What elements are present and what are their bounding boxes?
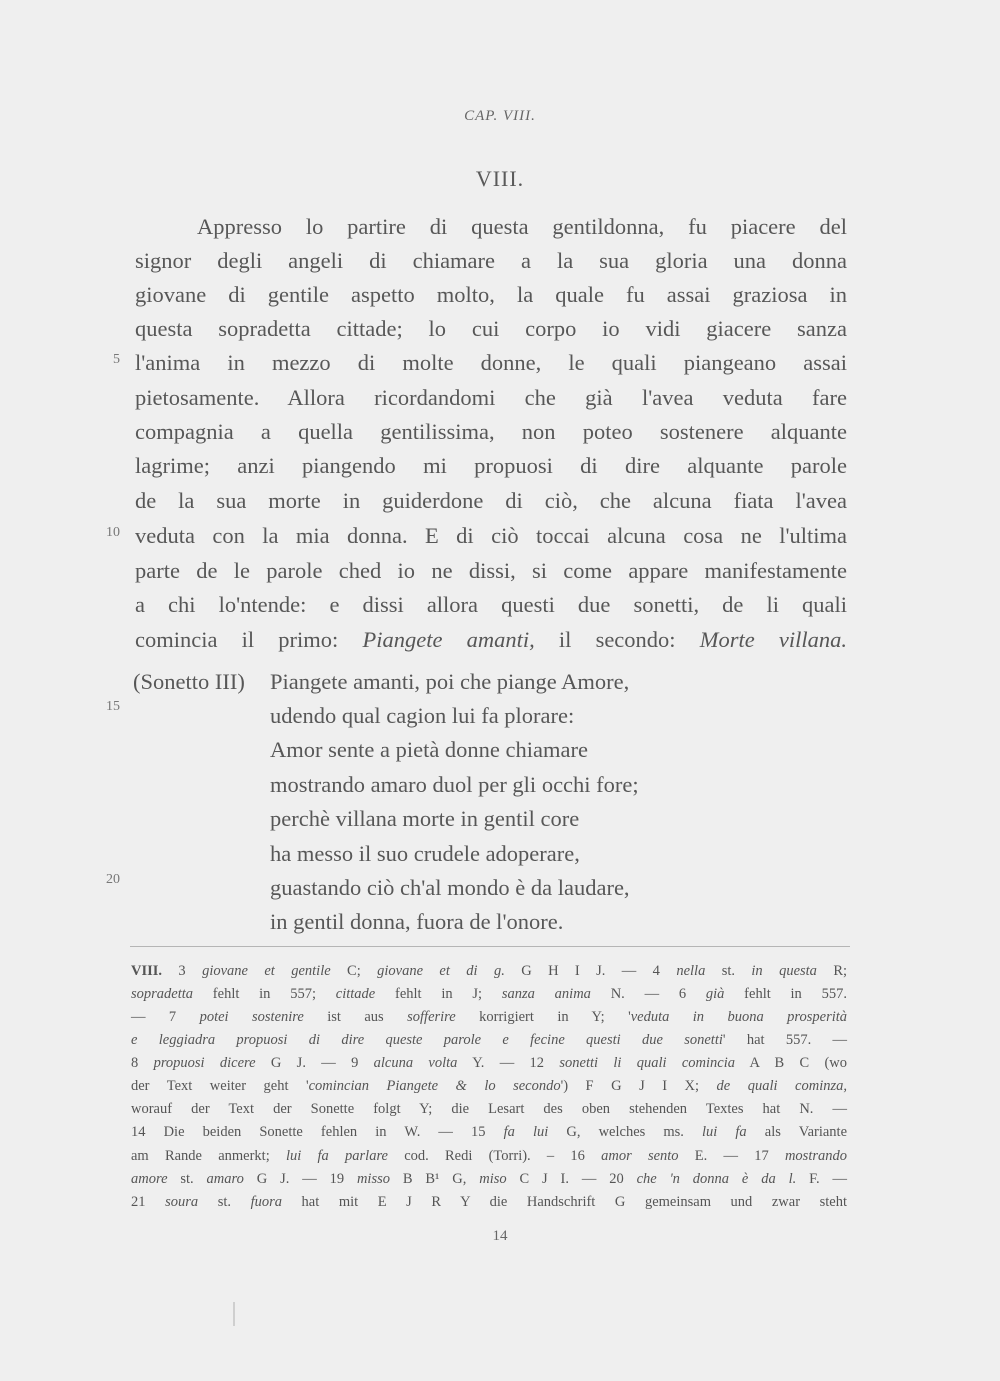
prose-line: Appresso lo partire di questa gentildonna, fu piacere del [197, 214, 847, 239]
running-head: CAP. VIII. [464, 108, 536, 124]
prose-line: l'anima in mezzo di molte donne, le quali piangeano assai [135, 350, 847, 375]
verse-line: Amor sente a pietà donne chiamare [270, 737, 588, 762]
footnote-line: e leggiadra propuosi di dire queste parole e fecine questi due sonetti' hat 557. — [131, 1032, 848, 1048]
footnote-line: amore st. amaro G J. — 19 misso B B¹ G, miso C J I. — 20 che 'n donna è da l. F. — [131, 1171, 847, 1187]
verse-line: guastando ciò ch'al mondo è da laudare, [270, 875, 630, 900]
prose-line: de la sua morte in guiderdone di ciò, che alcuna fiata l'avea [135, 488, 847, 513]
footnote-line: der Text weiter geht 'comincian Piangete & lo secondo') F G J I X; de quali cominza, [131, 1078, 847, 1094]
chapter-heading: VIII. [475, 166, 525, 191]
prose-text: il secondo: [534, 627, 700, 652]
scan-mark [233, 1302, 235, 1326]
footnote-line: — 7 potei sostenire ist aus sofferire korrigiert in Y; 'veduta in buona prosperità [131, 1009, 848, 1025]
prose-line-last [135, 623, 847, 657]
prose-text: comincia il primo: [135, 627, 363, 652]
footnote-line: 8 propuosi dicere G J. — 9 alcuna volta Y. — 12 sonetti li quali comincia A B C (wo [131, 1055, 847, 1071]
sonnet-label: (Sonetto III) [133, 669, 245, 694]
page-number: 14 [492, 1228, 508, 1244]
footnote-line: VIII. 3 giovane et gentile C; giovane et di g. G H I J. — 4 nella st. in questa R; [131, 963, 848, 979]
verse-line: ha messo il suo crudele adoperare, [270, 841, 580, 866]
verse-line: udendo qual cagion lui fa plorare: [270, 703, 575, 728]
prose-line: giovane di gentile aspetto molto, la quale fu assai graziosa in [135, 282, 847, 307]
footnote-line: am Rande anmerkt; lui fa parlare cod. Redi (Torri). – 16 amor sento E. — 17 mostrando [131, 1148, 847, 1164]
prose-line: a chi lo'ntende: e dissi allora questi due sonetti, de li quali [135, 592, 847, 617]
prose-line: parte de le parole ched io ne dissi, si come appare manifestamente [135, 558, 847, 583]
line-number: 20 [106, 872, 120, 887]
footnote-line: 14 Die beiden Sonette fehlen in W. — 15 fa lui G, welches ms. lui fa als Variante [131, 1124, 848, 1140]
line-number: 10 [106, 525, 120, 540]
prose-line: lagrime; anzi piangendo mi propuosi di dire alquante parole [135, 453, 847, 478]
line-number: 15 [106, 699, 120, 714]
prose-line: questa sopradetta cittade; lo cui corpo io vidi giacere sanza [135, 316, 847, 341]
sonnet-title-2: Morte villana. [699, 627, 847, 652]
prose-line: pietosamente. Allora ricordandomi che già l'avea veduta fare [135, 385, 847, 410]
line-number: 5 [113, 352, 120, 367]
footnote-line: 21 soura st. fuora hat mit E J R Y die Handschrift G gemeinsam und zwar steht [131, 1194, 847, 1210]
footnote-line: worauf der Text der Sonette folgt Y; die Lesart des oben stehenden Textes hat N. — [131, 1101, 847, 1117]
prose-line: compagnia a quella gentilissima, non poteo sostenere alquante [135, 419, 847, 444]
footnote-line: sopradetta fehlt in 557; cittade fehlt in J; sanza anima N. — 6 già fehlt in 557. [131, 986, 847, 1002]
verse-line: Piangete amanti, poi che piange Amore, [270, 669, 630, 694]
sonnet-title-1: Piangete amanti, [362, 627, 535, 652]
prose-line: signor degli angeli di chiamare a la sua gloria una donna [135, 248, 847, 273]
verse-line: perchè villana morte in gentil core [270, 806, 580, 831]
footnote-rule [130, 946, 850, 947]
verse-line: in gentil donna, fuora de l'onore. [270, 909, 564, 934]
verse-line: mostrando amaro duol per gli occhi fore; [270, 772, 639, 797]
prose-line: veduta con la mia donna. E di ciò toccai alcuna cosa ne l'ultima [135, 523, 847, 548]
